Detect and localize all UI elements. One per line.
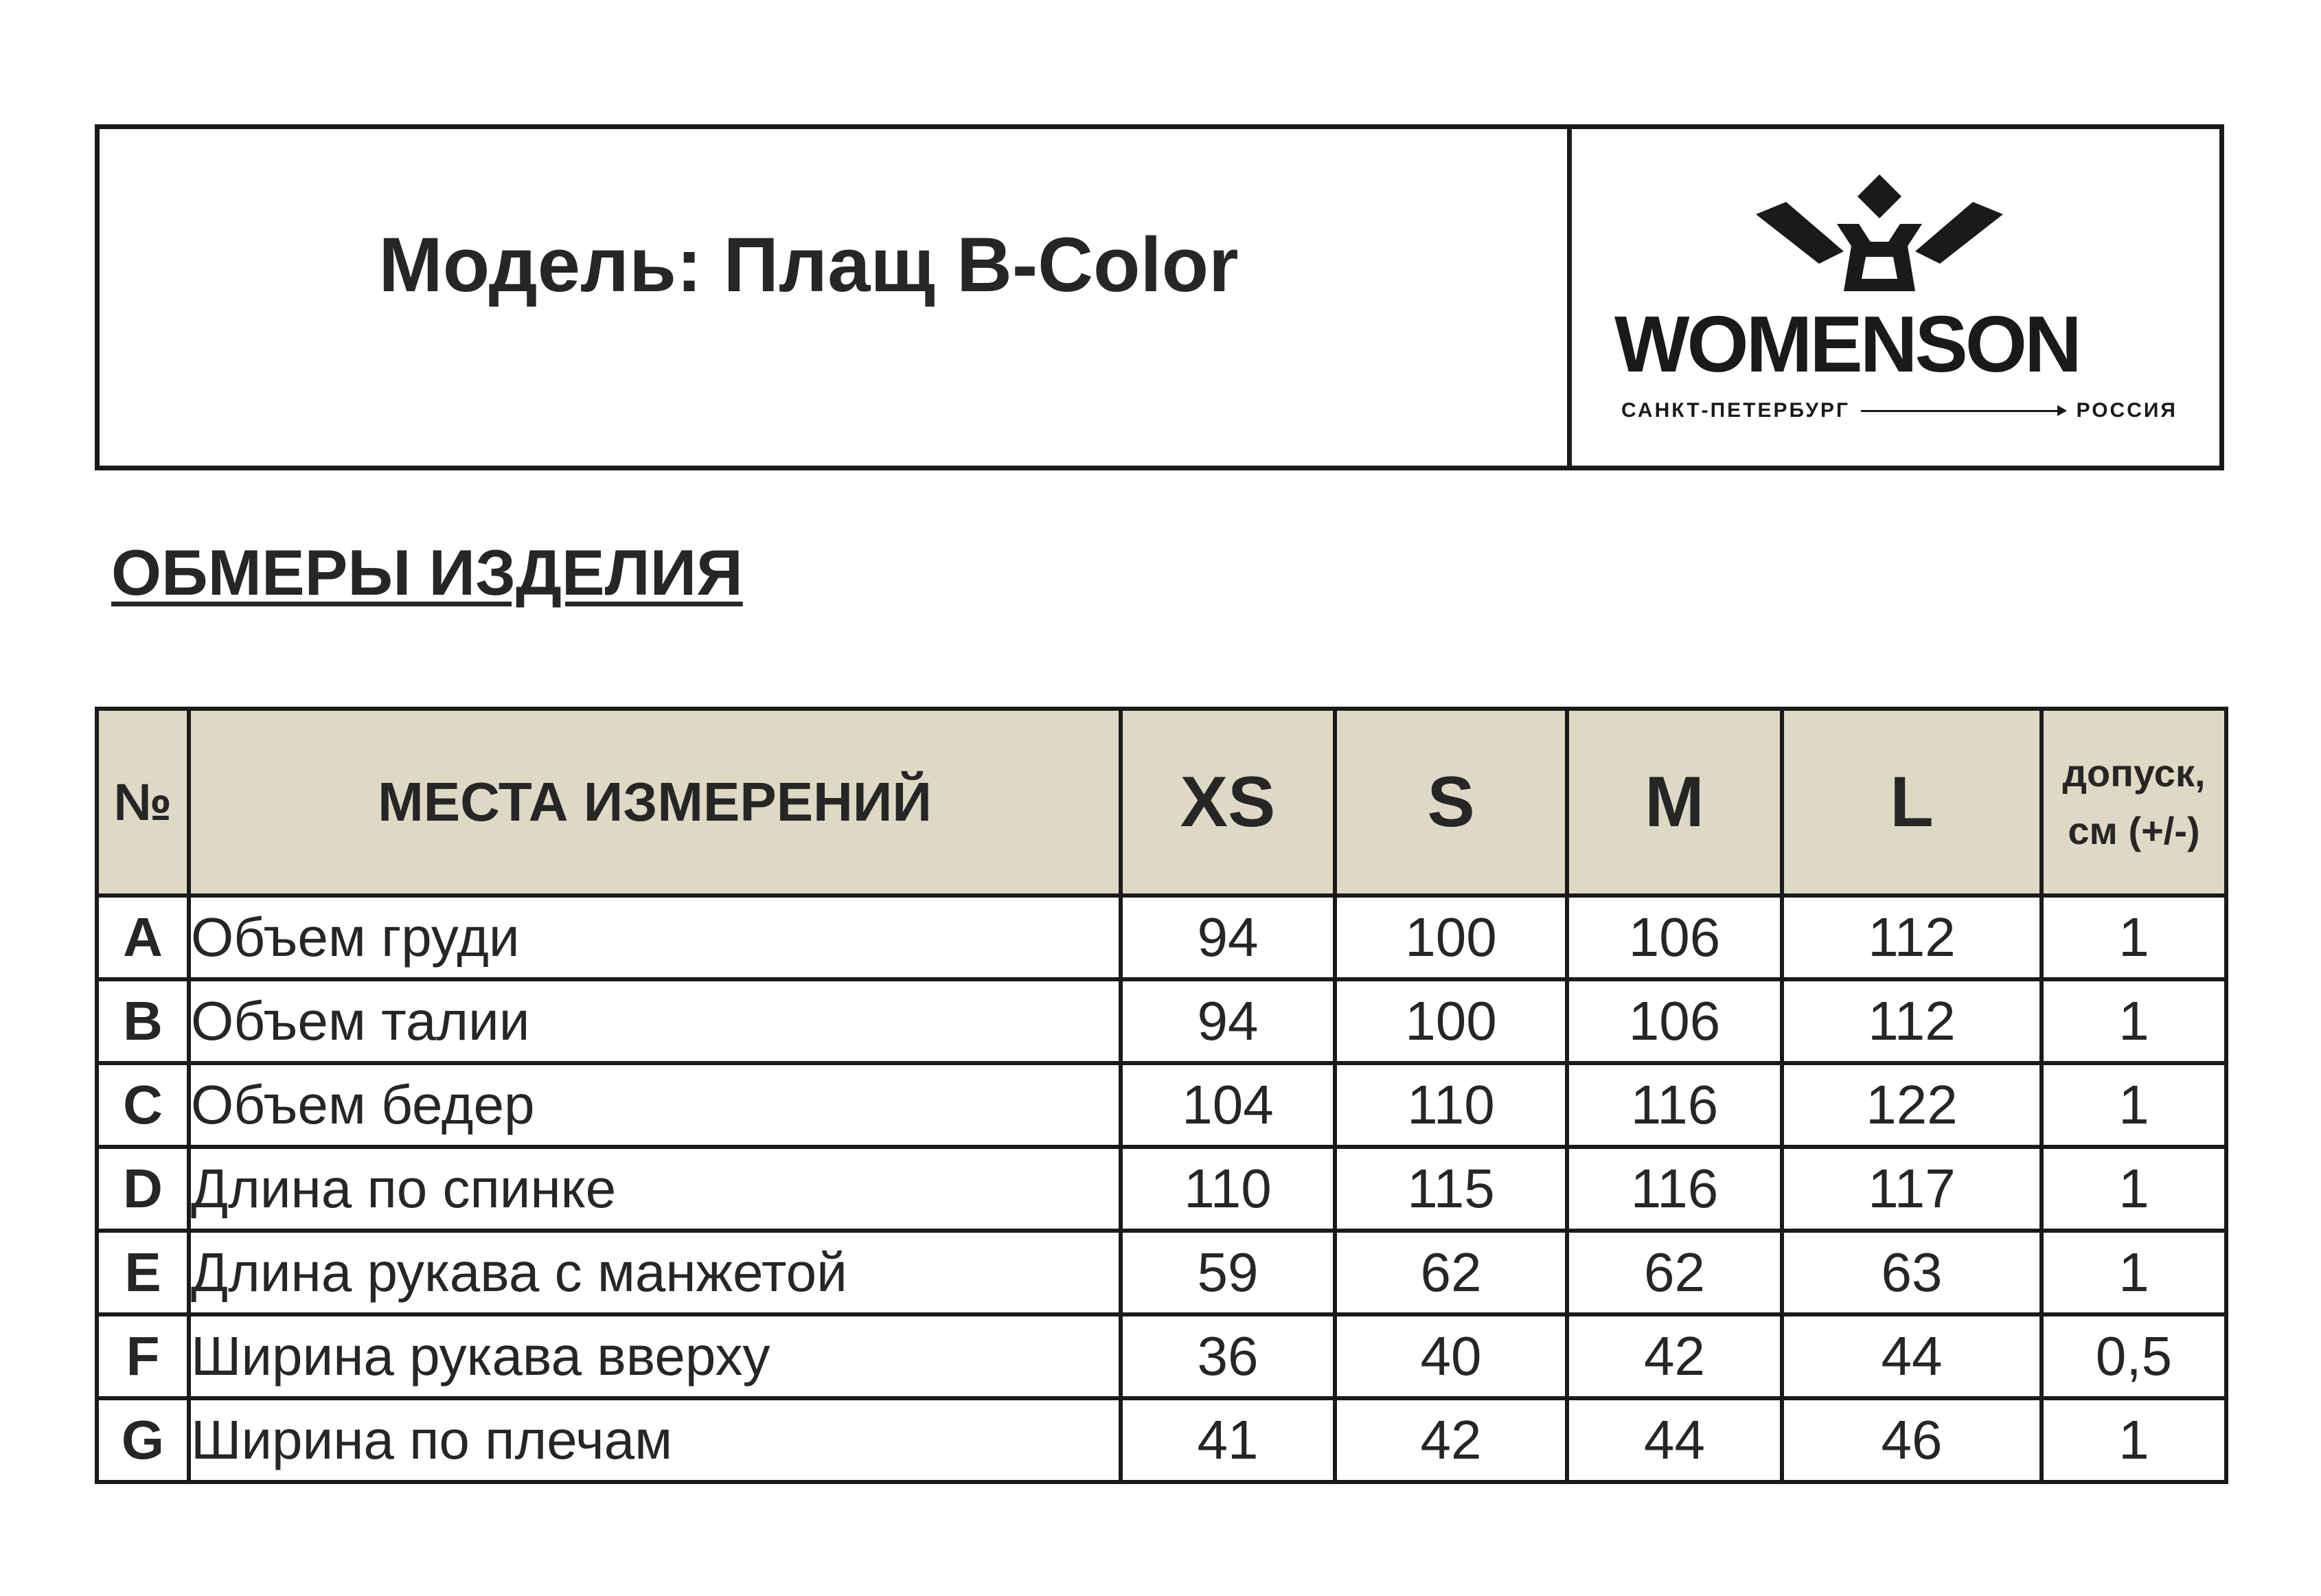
model-cell — [100, 129, 1572, 466]
logo-city: САНКТ-ПЕТЕРБУРГ — [1621, 399, 1851, 422]
value-m: 106 — [1567, 896, 1782, 979]
value-tolerance: 1 — [2042, 896, 2226, 979]
value-tolerance: 1 — [2042, 1231, 2226, 1314]
table-row — [97, 1231, 2226, 1314]
value-l: 112 — [1782, 896, 2042, 979]
table-header-row — [97, 709, 2226, 896]
measurement-name: Длина рукава с манжетой — [189, 1231, 1121, 1314]
value-m: 42 — [1567, 1314, 1782, 1398]
value-l: 117 — [1782, 1147, 2042, 1231]
value-xs: 36 — [1121, 1314, 1335, 1398]
value-xs: 104 — [1121, 1063, 1335, 1147]
row-letter: G — [97, 1398, 189, 1482]
row-letter: B — [97, 979, 189, 1063]
value-xs: 41 — [1121, 1398, 1335, 1482]
measurement-name: Ширина рукава вверху — [189, 1314, 1121, 1398]
value-s: 62 — [1335, 1231, 1567, 1314]
logo-country: РОССИЯ — [2076, 399, 2177, 422]
header-tolerance-line1: допуск, — [2062, 751, 2206, 795]
table-row — [97, 1147, 2226, 1231]
value-l: 112 — [1782, 979, 2042, 1063]
value-s: 100 — [1335, 896, 1567, 979]
section-title: ОБМЕРЫ ИЗДЕЛИЯ — [111, 536, 743, 608]
value-s: 42 — [1335, 1398, 1567, 1482]
header-size-l: L — [1782, 709, 2042, 896]
logo-subline — [1621, 399, 2177, 422]
value-xs: 94 — [1121, 979, 1335, 1063]
value-m: 106 — [1567, 979, 1782, 1063]
arrow-right-icon — [1861, 410, 2066, 412]
value-tolerance: 1 — [2042, 1398, 2226, 1482]
value-m: 116 — [1567, 1147, 1782, 1231]
header-measurement-place: МЕСТА ИЗМЕРЕНИЙ — [189, 709, 1121, 896]
value-s: 40 — [1335, 1314, 1567, 1398]
row-letter: D — [97, 1147, 189, 1231]
value-l: 44 — [1782, 1314, 2042, 1398]
measurement-name: Объем груди — [189, 896, 1121, 979]
measurement-name: Объем талии — [189, 979, 1121, 1063]
value-xs: 110 — [1121, 1147, 1335, 1231]
value-l: 63 — [1782, 1231, 2042, 1314]
value-s: 110 — [1335, 1063, 1567, 1147]
value-l: 46 — [1782, 1398, 2042, 1482]
value-tolerance: 0,5 — [2042, 1314, 2226, 1398]
measurements-table — [95, 707, 2228, 1484]
header-size-s: S — [1335, 709, 1567, 896]
table-row — [97, 1063, 2226, 1147]
measurement-name: Ширина по плечам — [189, 1398, 1121, 1482]
header-tolerance-line2: см (+/-) — [2068, 809, 2200, 852]
header-tolerance — [2042, 709, 2226, 896]
value-tolerance: 1 — [2042, 1147, 2226, 1231]
value-m: 44 — [1567, 1398, 1782, 1482]
value-l: 122 — [1782, 1063, 2042, 1147]
measurement-name: Объем бедер — [189, 1063, 1121, 1147]
value-m: 62 — [1567, 1231, 1782, 1314]
value-s: 115 — [1335, 1147, 1567, 1231]
value-m: 116 — [1567, 1063, 1782, 1147]
header-number: № — [97, 709, 189, 896]
brand-logo — [1572, 129, 2219, 466]
row-letter: C — [97, 1063, 189, 1147]
header-size-xs: XS — [1121, 709, 1335, 896]
measurement-name: Длина по спинке — [189, 1147, 1121, 1231]
header-box — [95, 124, 2224, 470]
row-letter: E — [97, 1231, 189, 1314]
table-row — [97, 896, 2226, 979]
table-row — [97, 979, 2226, 1063]
logo-brand: WOMENSON — [1614, 299, 2079, 389]
value-xs: 59 — [1121, 1231, 1335, 1314]
table-row — [97, 1398, 2226, 1482]
value-xs: 94 — [1121, 896, 1335, 979]
row-letter: F — [97, 1314, 189, 1398]
row-letter: A — [97, 896, 189, 979]
value-s: 100 — [1335, 979, 1567, 1063]
logo-mark-icon — [1756, 174, 2003, 291]
header-size-m: M — [1567, 709, 1782, 896]
table-row — [97, 1314, 2226, 1398]
value-tolerance: 1 — [2042, 979, 2226, 1063]
model-title: Модель: Плащ B-Color — [378, 221, 1239, 308]
value-tolerance: 1 — [2042, 1063, 2226, 1147]
